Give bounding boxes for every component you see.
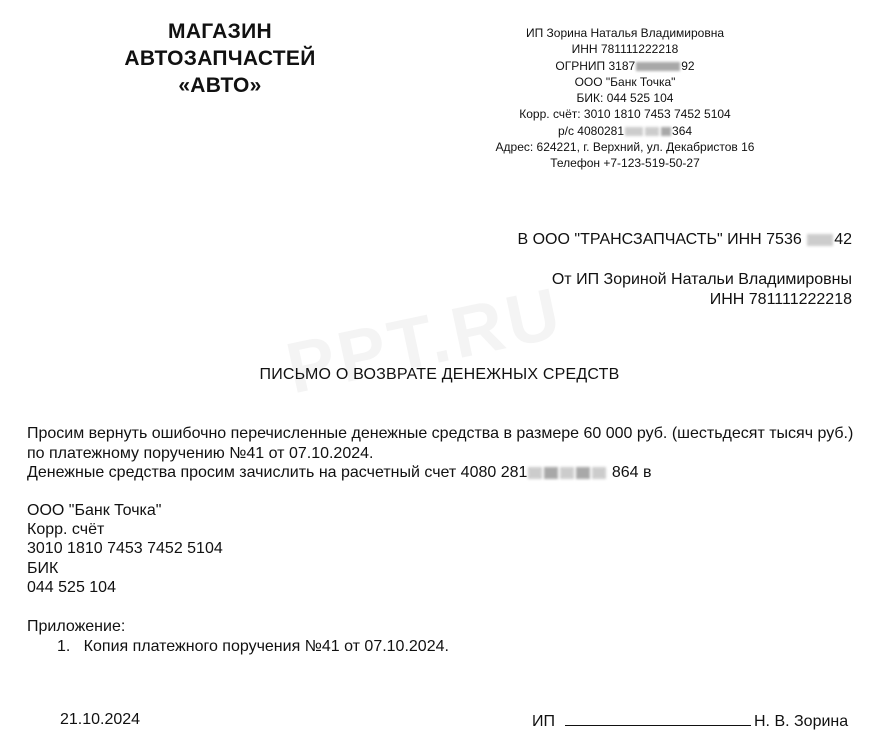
sender-line2: ИНН 781111222218 bbox=[709, 291, 852, 308]
redaction-blur bbox=[636, 62, 680, 71]
redaction-blur bbox=[625, 127, 643, 136]
bank-corr-label: Корр. счёт bbox=[27, 521, 105, 539]
redaction-blur bbox=[661, 127, 671, 136]
shop-title-line2: АВТОЗАПЧАСТЕЙ bbox=[124, 47, 316, 70]
requisites-bik: БИК: 044 525 104 bbox=[576, 91, 674, 106]
redaction-blur bbox=[807, 234, 833, 246]
requisites-block bbox=[440, 25, 810, 172]
letter-body bbox=[27, 424, 862, 483]
bank-name: ООО "Банк Точка" bbox=[27, 502, 162, 519]
redaction-blur bbox=[528, 467, 542, 479]
shop-title-line3: «АВТО» bbox=[178, 74, 262, 97]
attachment-item: 1. Копия платежного поручения №41 от 07.10.2024. bbox=[57, 637, 449, 655]
redaction-blur bbox=[592, 467, 606, 479]
requisites-address: Адрес: 624221, г. Верхний, ул. Декабристов 16 bbox=[495, 140, 755, 155]
shop-title bbox=[95, 18, 345, 99]
recipient-line: В ООО "ТРАНСЗАПЧАСТЬ" ИНН 7536 42 bbox=[517, 231, 852, 248]
requisites-account: р/с 4080281 364 bbox=[557, 123, 693, 138]
letter-title: ПИСЬМО О ВОЗВРАТЕ ДЕНЕЖНЫХ СРЕДСТВ bbox=[259, 366, 620, 383]
bank-details bbox=[27, 501, 223, 597]
signature-line bbox=[532, 711, 848, 731]
redaction-blur bbox=[645, 127, 659, 136]
watermark bbox=[280, 272, 571, 410]
sign-prefix: ИП bbox=[532, 713, 555, 730]
attachments-label: Приложение: bbox=[27, 618, 126, 635]
redaction-blur bbox=[560, 467, 574, 479]
requisites-ogrnip: ОГРНИП 3187 92 bbox=[555, 58, 695, 73]
requisites-inn: ИНН 781111222218 bbox=[571, 42, 679, 57]
letter-date: 21.10.2024 bbox=[60, 711, 141, 728]
redaction-blur bbox=[544, 467, 558, 479]
bank-corr-value: 3010 1810 7453 7452 5104 bbox=[27, 540, 223, 558]
sender-line1: От ИП Зориной Натальи Владимировны bbox=[551, 271, 852, 288]
shop-title-line1: МАГАЗИН bbox=[168, 20, 272, 43]
bank-bik-label: БИК bbox=[27, 559, 59, 577]
attachments bbox=[27, 617, 449, 656]
requisites-owner: ИП Зорина Наталья Владимировна bbox=[525, 26, 725, 40]
body-paragraph1: Просим вернуть ошибочно перечисленные денежные средства в размере 60 000 руб. (шестьдесят тысяч руб.) по платежному поручению №41 от 07.10.2024. bbox=[27, 425, 854, 462]
redaction-blur bbox=[576, 467, 590, 479]
requisites-corr: Корр. счёт: 3010 1810 7453 7452 5104 bbox=[519, 107, 731, 122]
signature-field bbox=[565, 711, 751, 726]
requisites-bank: ООО "Банк Точка" bbox=[574, 74, 676, 89]
bank-bik-value: 044 525 104 bbox=[27, 578, 116, 596]
sign-name: Н. В. Зорина bbox=[754, 713, 849, 730]
requisites-phone: Телефон +7-123-519-50-27 bbox=[550, 156, 700, 171]
body-paragraph2: Денежные средства просим зачислить на расчетный счет 4080 281 864 в bbox=[27, 464, 652, 481]
sender-block bbox=[552, 270, 852, 310]
